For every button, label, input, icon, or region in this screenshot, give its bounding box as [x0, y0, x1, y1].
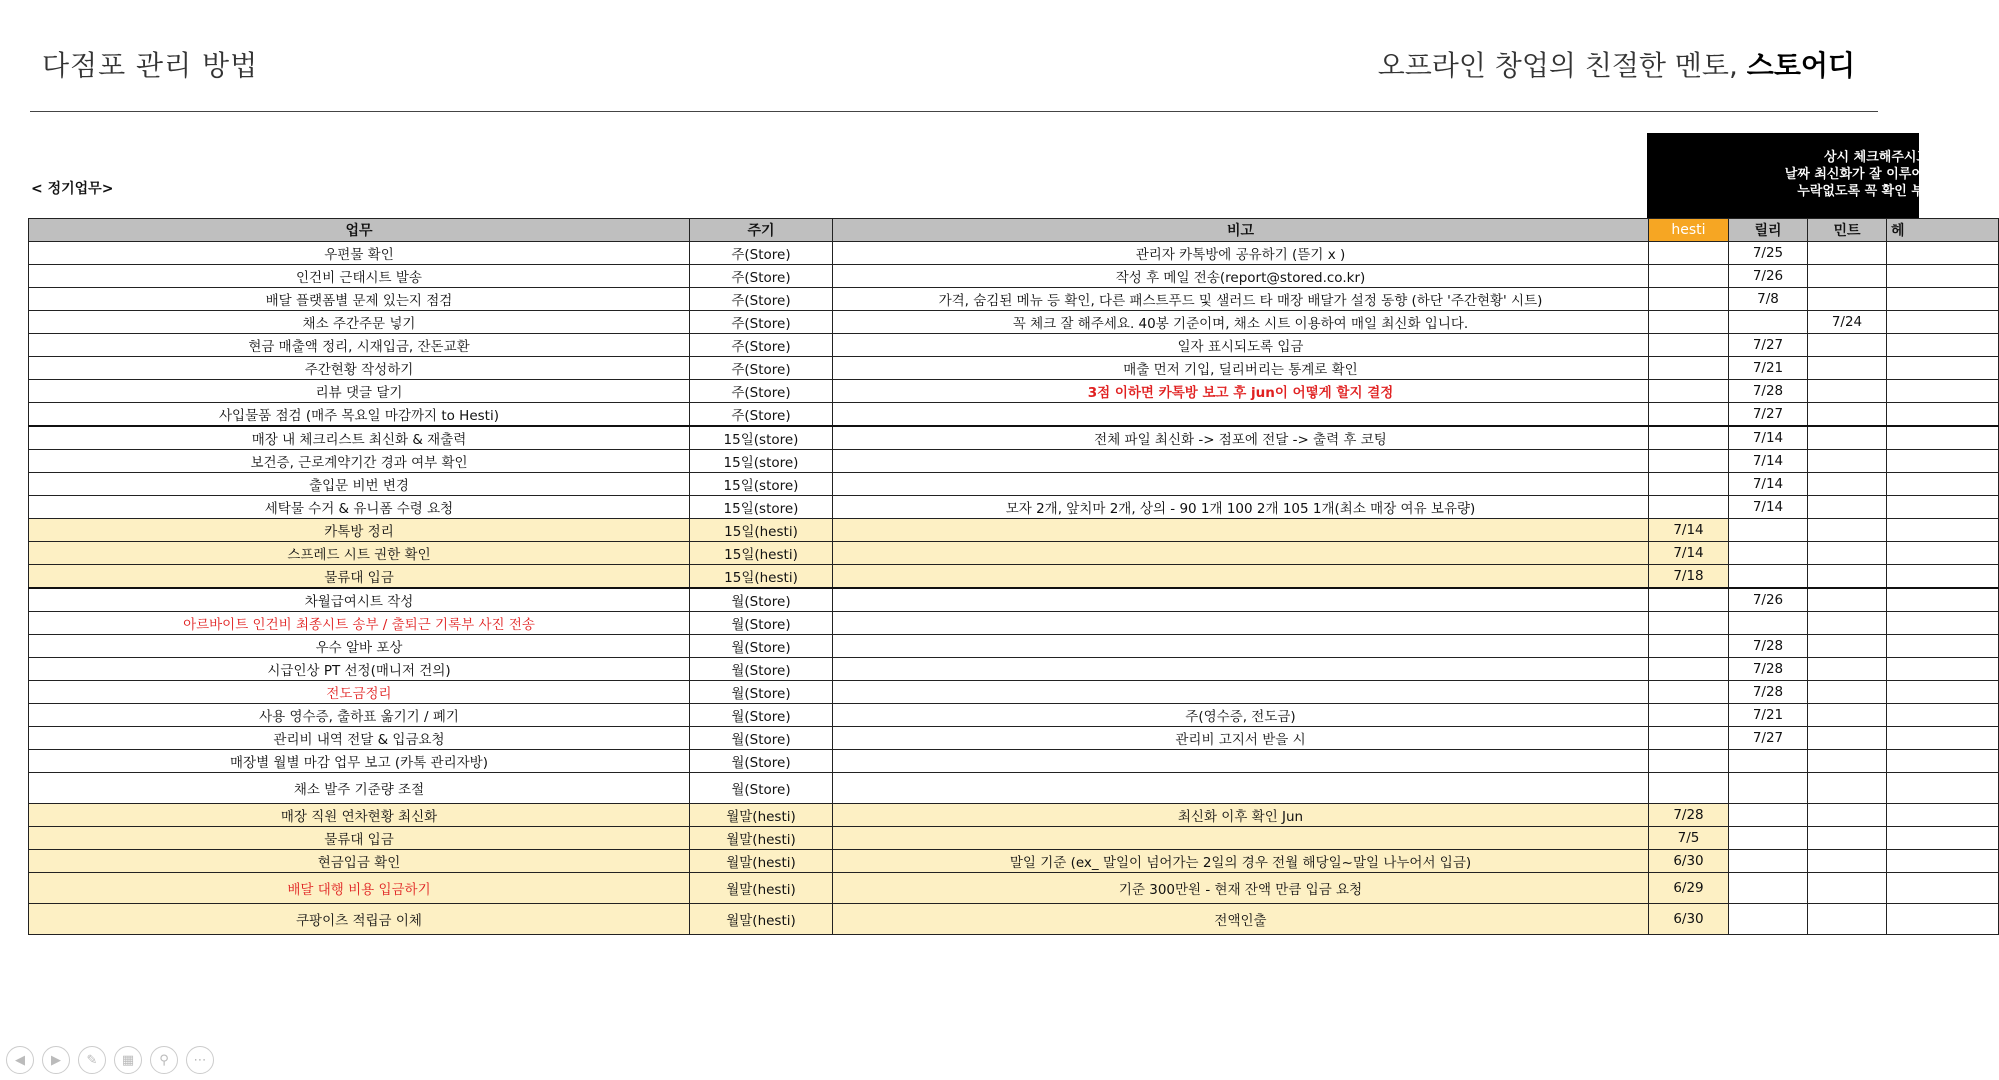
cell-task[interactable]: 사용 영수증, 출하표 옮기기 / 폐기 [29, 704, 690, 727]
cell-lili[interactable] [1729, 750, 1808, 773]
brand-name: 스토어디 [1746, 49, 1855, 82]
cell-note[interactable]: 전액인출 [833, 904, 1649, 935]
cell-lili[interactable]: 7/8 [1729, 288, 1808, 311]
table-row [29, 265, 1999, 288]
cell-note[interactable]: 관리비 고지서 받을 시 [833, 727, 1649, 750]
cell-mint[interactable] [1808, 403, 1887, 427]
cell-lili[interactable]: 7/28 [1729, 658, 1808, 681]
cell-extra[interactable] [1887, 588, 1999, 612]
tagline [1378, 44, 1855, 84]
cell-note[interactable]: 최신화 이후 확인 Jun [833, 804, 1649, 827]
table-row [29, 750, 1999, 773]
table-row [29, 658, 1999, 681]
cell-note[interactable] [833, 658, 1649, 681]
cell-task[interactable]: 리뷰 댓글 달기 [29, 380, 690, 403]
cell-cycle[interactable]: 월(Store) [690, 612, 833, 635]
cell-note[interactable]: 3점 이하면 카톡방 보고 후 jun이 어떻게 할지 결정 [833, 380, 1649, 403]
cell-cycle[interactable]: 월말(hesti) [690, 804, 833, 827]
cell-extra[interactable] [1887, 542, 1999, 565]
cell-mint[interactable] [1808, 450, 1887, 473]
cell-extra[interactable] [1887, 750, 1999, 773]
cell-lili[interactable]: 7/21 [1729, 357, 1808, 380]
cell-hesti[interactable] [1649, 750, 1729, 773]
cell-lili[interactable] [1729, 850, 1808, 873]
cell-note[interactable] [833, 450, 1649, 473]
cell-mint[interactable] [1808, 265, 1887, 288]
cell-mint[interactable]: 7/24 [1808, 311, 1887, 334]
cell-note[interactable]: 관리자 카톡방에 공유하기 (뜯기 x ) [833, 242, 1649, 265]
cell-task[interactable]: 매장 직원 연차현황 최신화 [29, 804, 690, 827]
cell-mint[interactable] [1808, 850, 1887, 873]
cell-task[interactable]: 카톡방 정리 [29, 519, 690, 542]
cell-extra[interactable] [1887, 519, 1999, 542]
cell-mint[interactable] [1808, 727, 1887, 750]
table-row [29, 357, 1999, 380]
cell-cycle[interactable]: 월말(hesti) [690, 827, 833, 850]
cell-lili[interactable]: 7/14 [1729, 426, 1808, 450]
cell-task[interactable]: 매장별 월별 마감 업무 보고 (카톡 관리자방) [29, 750, 690, 773]
cell-lili[interactable] [1729, 612, 1808, 635]
cell-note[interactable]: 기준 300만원 - 현재 잔액 만큼 입금 요청 [833, 873, 1649, 904]
cell-hesti[interactable] [1649, 473, 1729, 496]
cell-lili[interactable] [1729, 773, 1808, 804]
cell-lili[interactable]: 7/14 [1729, 450, 1808, 473]
cell-cycle[interactable]: 월(Store) [690, 681, 833, 704]
page-title: 다점포 관리 방법 [42, 49, 259, 82]
cell-extra[interactable] [1887, 334, 1999, 357]
cell-cycle[interactable]: 15일(store) [690, 496, 833, 519]
tagline-text: 오프라인 창업의 친절한 멘토, [1377, 49, 1738, 82]
cell-mint[interactable] [1808, 873, 1887, 904]
cell-lili[interactable]: 7/25 [1729, 242, 1808, 265]
cell-cycle[interactable]: 15일(hesti) [690, 565, 833, 589]
cell-hesti[interactable] [1649, 612, 1729, 635]
cell-note[interactable] [833, 750, 1649, 773]
more-icon[interactable]: ⋯ [186, 1046, 214, 1074]
cell-task[interactable]: 배달 대행 비용 입금하기 [29, 873, 690, 904]
table-row [29, 496, 1999, 519]
table-row [29, 519, 1999, 542]
cell-mint[interactable] [1808, 473, 1887, 496]
cell-task[interactable]: 채소 주간주문 넣기 [29, 311, 690, 334]
cell-extra[interactable] [1887, 681, 1999, 704]
table-row [29, 681, 1999, 704]
cell-extra[interactable] [1887, 288, 1999, 311]
cell-note[interactable] [833, 473, 1649, 496]
cell-hesti[interactable] [1649, 588, 1729, 612]
cell-extra[interactable] [1887, 704, 1999, 727]
cell-mint[interactable] [1808, 588, 1887, 612]
table-row [29, 426, 1999, 450]
cell-mint[interactable] [1808, 426, 1887, 450]
cell-mint[interactable] [1808, 750, 1887, 773]
cell-cycle[interactable]: 월(Store) [690, 727, 833, 750]
cell-hesti[interactable] [1649, 265, 1729, 288]
cell-hesti[interactable] [1649, 380, 1729, 403]
table-row [29, 612, 1999, 635]
cell-mint[interactable] [1808, 565, 1887, 589]
table-row [29, 450, 1999, 473]
cell-extra[interactable] [1887, 496, 1999, 519]
cell-lili[interactable] [1729, 311, 1808, 334]
cell-cycle[interactable]: 월(Store) [690, 588, 833, 612]
cell-lili[interactable]: 7/21 [1729, 704, 1808, 727]
cell-lili[interactable]: 7/28 [1729, 635, 1808, 658]
cell-hesti[interactable] [1649, 403, 1729, 427]
cell-mint[interactable] [1808, 904, 1887, 935]
table-row [29, 334, 1999, 357]
cell-hesti[interactable]: 7/28 [1649, 804, 1729, 827]
column-header-cycle: 주기 [690, 219, 833, 242]
slideshow-toolbar [6, 1046, 214, 1074]
cell-task[interactable]: 전도금정리 [29, 681, 690, 704]
cell-note[interactable]: 전체 파일 최신화 -> 점포에 전달 -> 출력 후 코팅 [833, 426, 1649, 450]
cell-note[interactable] [833, 542, 1649, 565]
cell-task[interactable]: 시급인상 PT 선정(매니저 건의) [29, 658, 690, 681]
cell-lili[interactable]: 7/27 [1729, 727, 1808, 750]
cell-mint[interactable] [1808, 612, 1887, 635]
cell-mint[interactable] [1808, 804, 1887, 827]
cell-task[interactable]: 물류대 입금 [29, 565, 690, 589]
notice-box [1647, 133, 1949, 218]
cell-lili[interactable] [1729, 519, 1808, 542]
cell-note[interactable]: 주(영수증, 전도금) [833, 704, 1649, 727]
cell-extra[interactable] [1887, 850, 1999, 873]
table-row [29, 873, 1999, 904]
cell-note[interactable] [833, 403, 1649, 427]
cell-mint[interactable] [1808, 288, 1887, 311]
cell-lili[interactable] [1729, 873, 1808, 904]
cell-lili[interactable]: 7/14 [1729, 496, 1808, 519]
cell-lili[interactable] [1729, 904, 1808, 935]
notice-line: 상시 체크해주시고 [1824, 150, 1929, 165]
cell-hesti[interactable]: 6/30 [1649, 850, 1729, 873]
cell-task[interactable]: 우수 알바 포상 [29, 635, 690, 658]
prev-icon[interactable]: ◀ [6, 1046, 34, 1074]
cell-task[interactable]: 세탁물 수거 & 유니폼 수령 요청 [29, 496, 690, 519]
cell-cycle[interactable]: 월(Store) [690, 635, 833, 658]
cell-mint[interactable] [1808, 357, 1887, 380]
cell-hesti[interactable] [1649, 311, 1729, 334]
next-icon[interactable]: ▶ [42, 1046, 70, 1074]
cell-extra[interactable] [1887, 426, 1999, 450]
cell-lili[interactable] [1729, 827, 1808, 850]
cell-hesti[interactable]: 7/14 [1649, 519, 1729, 542]
column-header-mint: 민트 [1808, 219, 1887, 242]
cell-hesti[interactable]: 6/29 [1649, 873, 1729, 904]
cell-cycle[interactable]: 주(Store) [690, 334, 833, 357]
cell-cycle[interactable]: 15일(hesti) [690, 519, 833, 542]
cell-cycle[interactable]: 주(Store) [690, 380, 833, 403]
cell-note[interactable] [833, 588, 1649, 612]
table-row [29, 804, 1999, 827]
cell-lili[interactable]: 7/27 [1729, 403, 1808, 427]
cell-task[interactable]: 출입문 비번 변경 [29, 473, 690, 496]
cell-lili[interactable] [1729, 542, 1808, 565]
table-row [29, 380, 1999, 403]
slides-icon[interactable]: ▦ [114, 1046, 142, 1074]
cell-extra[interactable] [1887, 873, 1999, 904]
table-row [29, 473, 1999, 496]
cell-task[interactable]: 인건비 근태시트 발송 [29, 265, 690, 288]
cell-cycle[interactable]: 주(Store) [690, 265, 833, 288]
cell-note[interactable]: 꼭 체크 잘 해주세요. 40봉 기준이며, 채소 시트 이용하여 매일 최신화 입니다. [833, 311, 1649, 334]
cell-cycle[interactable]: 월(Store) [690, 704, 833, 727]
section-label: < 정기업무> [31, 181, 114, 197]
cell-hesti[interactable] [1649, 681, 1729, 704]
table-row [29, 288, 1999, 311]
cell-task[interactable]: 스프레드 시트 권한 확인 [29, 542, 690, 565]
table-row [29, 850, 1999, 873]
cell-cycle[interactable]: 주(Store) [690, 288, 833, 311]
table-row [29, 311, 1999, 334]
cell-hesti[interactable]: 7/18 [1649, 565, 1729, 589]
table-row [29, 704, 1999, 727]
table-row [29, 827, 1999, 850]
table-row [29, 773, 1999, 804]
task-table-wrapper [28, 218, 1919, 935]
column-header-task: 업무 [29, 219, 690, 242]
cell-lili[interactable]: 7/28 [1729, 380, 1808, 403]
cell-note[interactable] [833, 635, 1649, 658]
cell-hesti[interactable]: 6/30 [1649, 904, 1729, 935]
cell-task[interactable]: 차월급여시트 작성 [29, 588, 690, 612]
table-row [29, 727, 1999, 750]
cell-task[interactable]: 아르바이트 인건비 최종시트 송부 / 출퇴근 기록부 사진 전송 [29, 612, 690, 635]
cell-mint[interactable] [1808, 658, 1887, 681]
cell-extra[interactable] [1887, 450, 1999, 473]
cell-mint[interactable] [1808, 542, 1887, 565]
cell-note[interactable] [833, 565, 1649, 589]
cell-hesti[interactable] [1649, 334, 1729, 357]
cell-task[interactable]: 쿠팡이츠 적립금 이체 [29, 904, 690, 935]
cell-note[interactable] [833, 681, 1649, 704]
cell-extra[interactable] [1887, 804, 1999, 827]
cell-hesti[interactable] [1649, 658, 1729, 681]
cell-extra[interactable] [1887, 311, 1999, 334]
cell-mint[interactable] [1808, 496, 1887, 519]
cell-task[interactable]: 배달 플랫폼별 문제 있는지 점검 [29, 288, 690, 311]
cell-extra[interactable] [1887, 565, 1999, 589]
cell-mint[interactable] [1808, 380, 1887, 403]
cell-task[interactable]: 보건증, 근로계약기간 경과 여부 확인 [29, 450, 690, 473]
cell-note[interactable]: 모자 2개, 앞치마 2개, 상의 - 90 1개 100 2개 105 1개(최소 매장 여유 보유량) [833, 496, 1649, 519]
cell-hesti[interactable]: 7/5 [1649, 827, 1729, 850]
cell-hesti[interactable] [1649, 450, 1729, 473]
table-row [29, 635, 1999, 658]
cell-lili[interactable]: 7/14 [1729, 473, 1808, 496]
cell-cycle[interactable]: 주(Store) [690, 357, 833, 380]
cell-mint[interactable] [1808, 773, 1887, 804]
cell-task[interactable]: 관리비 내역 전달 & 입금요청 [29, 727, 690, 750]
cell-note[interactable] [833, 612, 1649, 635]
cell-note[interactable]: 작성 후 메일 전송(report@stored.co.kr) [833, 265, 1649, 288]
cell-extra[interactable] [1887, 242, 1999, 265]
cell-extra[interactable] [1887, 380, 1999, 403]
task-table [28, 218, 1999, 935]
cell-task[interactable]: 우편물 확인 [29, 242, 690, 265]
cell-task[interactable]: 주간현황 작성하기 [29, 357, 690, 380]
column-header-lili: 릴리 [1729, 219, 1808, 242]
cell-extra[interactable] [1887, 904, 1999, 935]
column-header-hesti: hesti [1649, 219, 1729, 242]
table-header-row [29, 219, 1999, 242]
cell-mint[interactable] [1808, 681, 1887, 704]
cell-hesti[interactable] [1649, 357, 1729, 380]
cell-hesti[interactable]: 7/14 [1649, 542, 1729, 565]
cell-lili[interactable]: 7/28 [1729, 681, 1808, 704]
cell-note[interactable]: 가격, 숨김된 메뉴 등 확인, 다른 패스트푸드 및 샐러드 타 매장 배달가 설정 동향 (하단 '주간현황' 시트) [833, 288, 1649, 311]
cell-hesti[interactable] [1649, 704, 1729, 727]
cell-note[interactable] [833, 519, 1649, 542]
cell-cycle[interactable]: 15일(store) [690, 426, 833, 450]
cell-mint[interactable] [1808, 334, 1887, 357]
cell-note[interactable] [833, 827, 1649, 850]
header-divider [30, 111, 1878, 112]
pen-icon[interactable]: ✎ [78, 1046, 106, 1074]
notice-line: 날짜 최신화가 잘 이루어지고 [1784, 167, 1949, 182]
cell-extra[interactable] [1887, 658, 1999, 681]
table-row [29, 565, 1999, 589]
cell-extra[interactable] [1887, 403, 1999, 427]
cell-hesti[interactable] [1649, 426, 1729, 450]
cell-cycle[interactable]: 월(Store) [690, 773, 833, 804]
notice-line: 누락없도록 꼭 확인 부탁드 [1797, 184, 1949, 199]
table-row [29, 904, 1999, 935]
cell-extra[interactable] [1887, 357, 1999, 380]
cell-cycle[interactable]: 월말(hesti) [690, 904, 833, 935]
table-row [29, 403, 1999, 427]
cell-note[interactable]: 말일 기준 (ex_ 말일이 넘어가는 2일의 경우 전월 해당일~말일 나누어서 입금) [833, 850, 1649, 873]
cell-lili[interactable]: 7/27 [1729, 334, 1808, 357]
cell-cycle[interactable]: 주(Store) [690, 403, 833, 427]
cell-mint[interactable] [1808, 242, 1887, 265]
cell-task[interactable]: 사입물품 점검 (매주 목요일 마감까지 to Hesti) [29, 403, 690, 427]
cell-lili[interactable] [1729, 565, 1808, 589]
cell-extra[interactable] [1887, 635, 1999, 658]
cell-extra[interactable] [1887, 265, 1999, 288]
cell-cycle[interactable]: 월(Store) [690, 750, 833, 773]
cell-extra[interactable] [1887, 612, 1999, 635]
cell-lili[interactable]: 7/26 [1729, 588, 1808, 612]
cell-task[interactable]: 매장 내 체크리스트 최신화 & 재출력 [29, 426, 690, 450]
cell-note[interactable] [833, 773, 1649, 804]
cell-cycle[interactable]: 15일(store) [690, 450, 833, 473]
cell-mint[interactable] [1808, 827, 1887, 850]
cell-task[interactable]: 현금입금 확인 [29, 850, 690, 873]
table-row [29, 542, 1999, 565]
table-row [29, 588, 1999, 612]
column-header-extra: 헤 [1887, 219, 1999, 242]
cell-task[interactable]: 채소 발주 기준량 조절 [29, 773, 690, 804]
table-row [29, 242, 1999, 265]
zoom-icon[interactable]: ⚲ [150, 1046, 178, 1074]
cell-mint[interactable] [1808, 635, 1887, 658]
cell-hesti[interactable] [1649, 773, 1729, 804]
table-body [29, 242, 1999, 935]
cell-mint[interactable] [1808, 704, 1887, 727]
cell-hesti[interactable] [1649, 496, 1729, 519]
cell-extra[interactable] [1887, 473, 1999, 496]
cell-mint[interactable] [1808, 519, 1887, 542]
cell-cycle[interactable]: 월말(hesti) [690, 850, 833, 873]
cell-hesti[interactable] [1649, 635, 1729, 658]
cell-lili[interactable] [1729, 804, 1808, 827]
cell-extra[interactable] [1887, 727, 1999, 750]
cell-lili[interactable]: 7/26 [1729, 265, 1808, 288]
cell-hesti[interactable] [1649, 288, 1729, 311]
column-header-note: 비고 [833, 219, 1649, 242]
cell-cycle[interactable]: 월말(hesti) [690, 873, 833, 904]
cell-note[interactable]: 일자 표시되도록 입금 [833, 334, 1649, 357]
cell-cycle[interactable]: 주(Store) [690, 242, 833, 265]
cell-hesti[interactable] [1649, 242, 1729, 265]
cell-task[interactable]: 물류대 입금 [29, 827, 690, 850]
cell-hesti[interactable] [1649, 727, 1729, 750]
cell-cycle[interactable]: 15일(store) [690, 473, 833, 496]
cell-cycle[interactable]: 월(Store) [690, 658, 833, 681]
cell-cycle[interactable]: 주(Store) [690, 311, 833, 334]
cell-note[interactable]: 매출 먼저 기입, 딜리버리는 통계로 확인 [833, 357, 1649, 380]
cell-extra[interactable] [1887, 827, 1999, 850]
cell-cycle[interactable]: 15일(hesti) [690, 542, 833, 565]
cell-extra[interactable] [1887, 773, 1999, 804]
cell-task[interactable]: 현금 매출액 정리, 시재입금, 잔돈교환 [29, 334, 690, 357]
